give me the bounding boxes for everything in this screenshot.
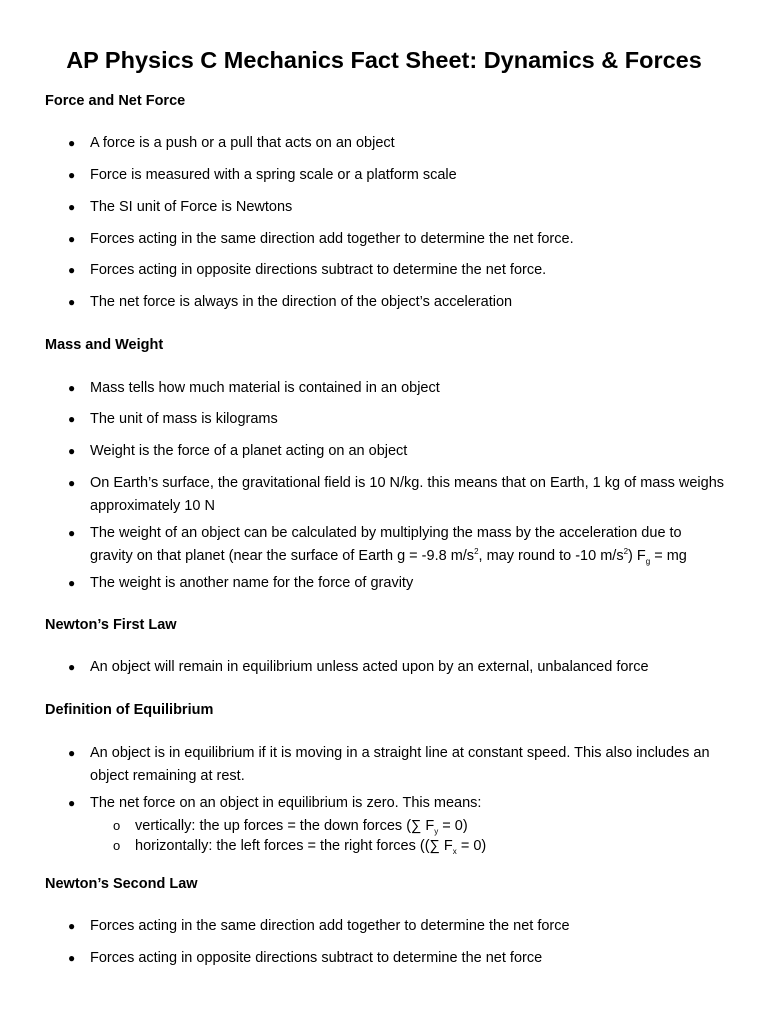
superscript: 2 <box>623 547 629 557</box>
list-item-text: An object will remain in equilibrium unless acted upon by an external, unbalanced force <box>90 659 649 675</box>
bullet-icon: ● <box>68 951 76 965</box>
list-item <box>68 164 730 187</box>
list-item-text: ) F <box>628 548 646 564</box>
list-item-text: A force is a push or a pull that acts on an object <box>90 135 395 151</box>
list-item <box>68 408 730 431</box>
subscript: x <box>452 846 457 856</box>
page-title: AP Physics C Mechanics Fact Sheet: Dynamics & Forces <box>66 47 702 73</box>
superscript: 2 <box>474 547 479 557</box>
list-item <box>68 291 730 314</box>
list-item <box>68 656 730 679</box>
subscript: y <box>434 826 439 836</box>
bullet-icon: ● <box>68 796 76 810</box>
section-heading: Mass and Weight <box>45 337 164 353</box>
bullet-icon: ● <box>68 526 76 540</box>
circle-bullet-icon: o <box>113 818 121 833</box>
list-item <box>68 472 730 518</box>
list-item-text: Forces acting in opposite directions subtract to determine the net force <box>90 950 543 966</box>
list-item-text: Forces acting in the same direction add together to determine the net force <box>90 918 570 934</box>
list-item-text: The net force on an object in equilibrium is zero. This means: <box>90 795 482 811</box>
bullet-icon: ● <box>68 200 76 214</box>
list-item <box>68 440 730 463</box>
list-item <box>68 742 730 788</box>
list-item-text: gravity on that planet (near the surface of Earth g = -9.8 m/s <box>90 548 475 564</box>
sub-list-item-text: vertically: the up forces = the down forces (∑ F <box>135 818 435 834</box>
bullet-icon: ● <box>68 263 76 277</box>
list-item <box>68 377 730 400</box>
section-heading: Definition of Equilibrium <box>45 702 214 718</box>
section-heading: Newton’s Second Law <box>45 876 198 892</box>
list-item-text: The net force is always in the direction of the object’s acceleration <box>90 294 513 310</box>
list-item <box>68 522 740 568</box>
circle-bullet-icon: o <box>113 838 121 853</box>
list-item <box>68 196 730 219</box>
bullet-icon: ● <box>68 381 76 395</box>
bullet-icon: ● <box>68 476 76 490</box>
list-item <box>68 132 730 155</box>
list-item-text: = mg <box>650 548 687 564</box>
list-item-text: Forces acting in opposite directions subtract to determine the net force. <box>90 262 547 278</box>
bullet-icon: ● <box>68 660 76 674</box>
bullet-icon: ● <box>68 168 76 182</box>
list-item-text: Force is measured with a spring scale or a platform scale <box>90 167 457 183</box>
sub-list-item-text: horizontally: the left forces = the right forces ((∑ F <box>135 838 453 854</box>
bullet-icon: ● <box>68 232 76 246</box>
list-item-text: Weight is the force of a planet acting on an object <box>90 443 408 459</box>
bullet-icon: ● <box>68 576 76 590</box>
bullet-icon: ● <box>68 919 76 933</box>
sub-list-item <box>113 836 735 856</box>
sub-list-item-text: = 0) <box>438 818 468 834</box>
list-item <box>68 572 730 595</box>
list-item-text: The unit of mass is kilograms <box>90 411 278 427</box>
section-heading: Force and Net Force <box>45 93 186 109</box>
bullet-icon: ● <box>68 444 76 458</box>
sub-list-item <box>113 816 735 836</box>
list-item-text: The weight of an object can be calculated by multiplying the mass by the acceleration due to <box>90 525 682 541</box>
list-item-text: Mass tells how much material is contained in an object <box>90 380 440 396</box>
bullet-icon: ● <box>68 412 76 426</box>
list-item-text: The SI unit of Force is Newtons <box>90 199 293 215</box>
list-item-text: The weight is another name for the force of gravity <box>90 575 414 591</box>
list-item-text: Forces acting in the same direction add together to determine the net force. <box>90 231 574 247</box>
list-item-text: On Earth’s surface, the gravitational field is 10 N/kg. this means that on Earth, 1 kg of mass weighs approximately 10 N <box>90 475 725 514</box>
list-item <box>68 259 730 282</box>
subscript: g <box>645 556 651 566</box>
list-item <box>68 792 730 815</box>
list-item <box>68 915 730 938</box>
list-item-text: , may round to -10 m/s <box>478 548 624 564</box>
bullet-icon: ● <box>68 746 76 760</box>
list-item-text: An object is in equilibrium if it is moving in a straight line at constant speed. This also includes an object remaining at rest. <box>90 745 710 784</box>
list-item <box>68 947 730 970</box>
sub-list-item-text: = 0) <box>456 838 487 854</box>
bullet-icon: ● <box>68 136 76 150</box>
bullet-icon: ● <box>68 295 76 309</box>
section-heading: Newton’s First Law <box>45 617 177 633</box>
list-item <box>68 228 730 251</box>
